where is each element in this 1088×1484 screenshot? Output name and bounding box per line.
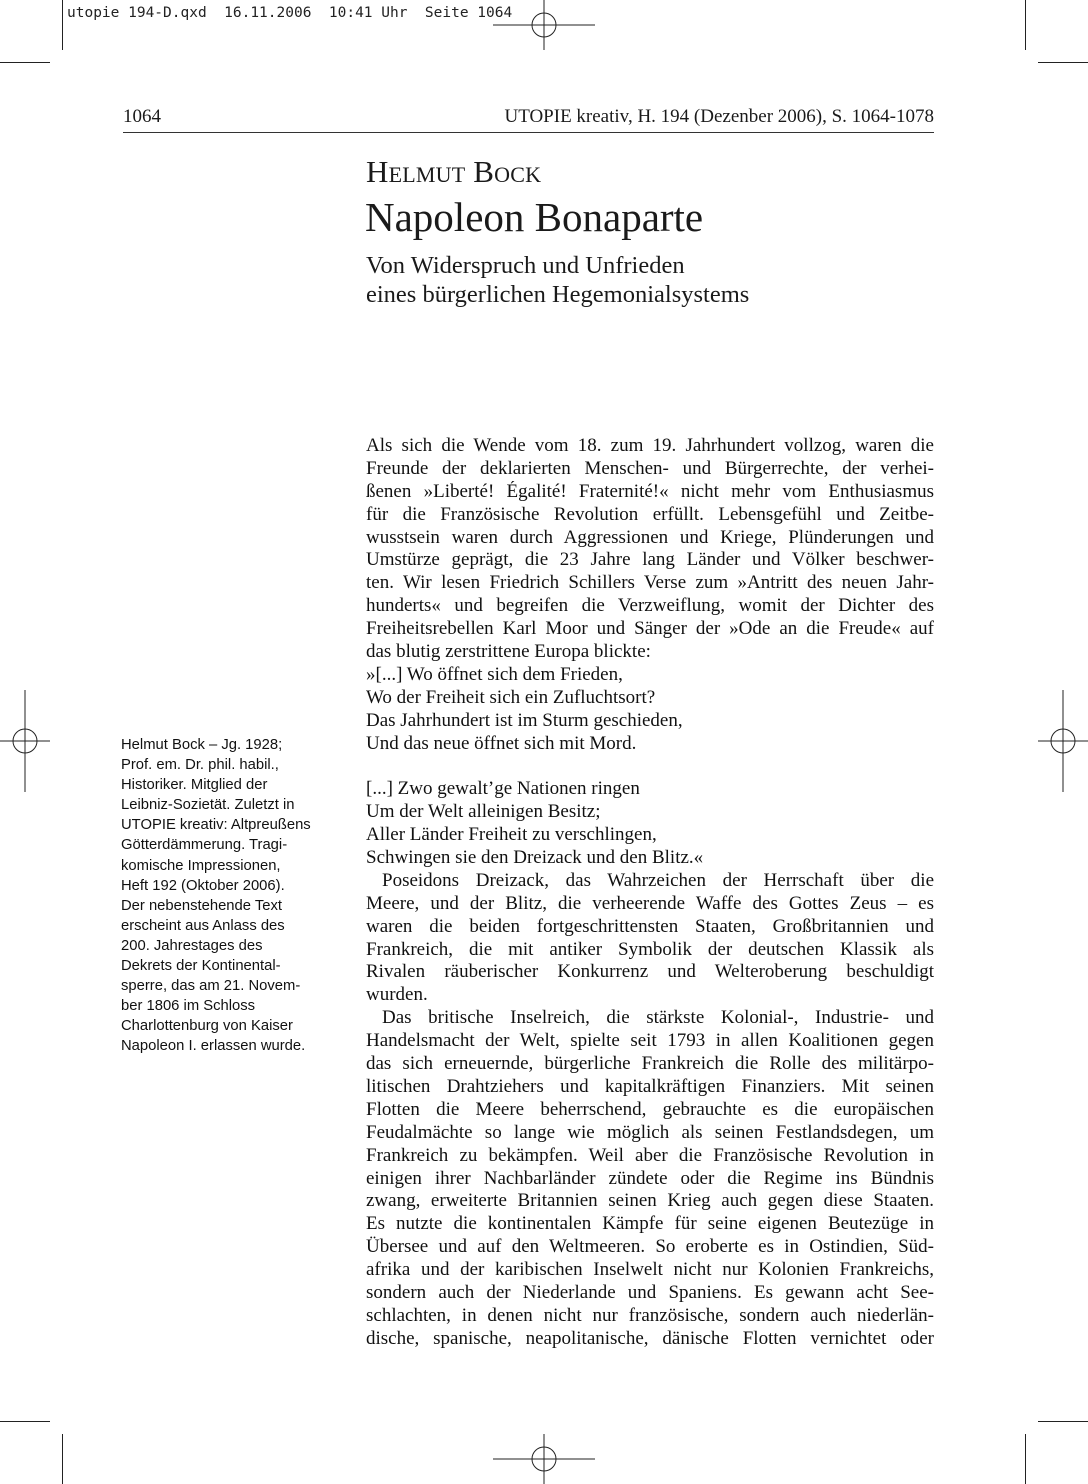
crop-mark [62,0,63,50]
text-line: Das britische Inselreich, die stärkste Kolonial-, Industrie- und [382,1007,934,1029]
text-line: hunderts« und begreifen die Verzweiflung, womit der Dichter des [366,595,934,617]
paragraph-poseidon [366,870,934,1007]
text-line: ßenen »Liberté! Égalité! Fraternité!« nicht mehr vom Enthusiasmus [366,480,934,502]
subtitle-line: eines bürgerlichen Hegemonialsystems [366,281,750,308]
poem-line: »[...] Wo öffnet sich dem Frieden, [366,663,623,685]
sidenote-line: Dekrets der Kontinental- [121,958,281,975]
journal-citation: UTOPIE kreativ, H. 194 (Dezenber 2006), S. 1064-1078 [504,106,934,127]
text-line: afrika und der karibischen Inselwelt nicht nur Kolonien Frankreichs, [366,1259,934,1281]
stanza-gap [366,755,934,778]
poem-line: Das Jahrhundert ist im Sturm geschieden, [366,709,683,731]
crop-mark [1038,1421,1088,1422]
text-line: Umstürze geprägt, die 23 Jahre lang Länder und Völker beschwer- [366,549,934,571]
sidenote-line: 200. Jahrestages des [121,937,263,954]
text-line: waren die beiden fortgeschrittensten Staaten, Großbritannien und [366,915,934,937]
text-line: einigen ihrer Nachbarländer zündete oder die Regime ins Bündnis [366,1167,934,1189]
poem-line: Aller Länder Freiheit zu verschlingen, [366,824,657,846]
sidenote-line: UTOPIE kreativ: Altpreußens [121,817,311,834]
paragraph-intro [366,435,934,664]
print-slug: utopie 194-D.qxd 16.11.2006 10:41 Uhr Seite 1064 [67,5,513,21]
poem-line: [...] Zwo gewalt’ge Nationen ringen [366,778,640,800]
sidenote-line: Leibniz-Sozietät. Zuletzt in [121,797,295,814]
sidenote-line: Prof. em. Dr. phil. habil., [121,757,279,774]
crop-mark [62,1434,63,1484]
poem-line: Und das neue öffnet sich mit Mord. [366,732,637,754]
registration-mark-right [1038,690,1088,792]
text-line: zwang, erweiterte Britannien seinen Krieg auch gegen diese Staaten. [366,1190,934,1212]
text-line: Freiheitsrebellen Karl Moor und Sänger der »Ode an die Freude« auf [366,618,934,640]
text-line: wusstsein waren durch Aggressionen und Kriege, Plünderungen und [366,526,934,548]
article-title: Napoleon Bonaparte [365,194,704,240]
sidenote-line: sperre, das am 21. Novem- [121,978,301,995]
poem-quote [366,664,934,870]
text-line: ten. Wir lesen Friedrich Schillers Verse zum »Antritt des neuen Jahr- [366,572,934,594]
text-line: Poseidons Dreizack, das Wahrzeichen der Herrschaft über die [382,869,934,891]
text-line: Flotten die Meere beherrschend, gebrauchte es die europäischen [366,1098,934,1120]
text-line: Rivalen räuberischer Konkurrenz und Welteroberung beschuldigt [366,961,934,983]
paragraph-britain [366,1007,934,1350]
poem-line: Schwingen sie den Dreizack und den Blitz.« [366,847,704,869]
author-sidenote [121,735,346,1057]
registration-mark-left [0,690,50,792]
article-author: Helmut Bock [366,154,542,189]
sidenote-line: komische Impressionen, [121,857,281,874]
text-line: das sich erneuernde, bürgerliche Frankreich die Rolle des militärpo- [366,1053,934,1075]
sidenote-line: Helmut Bock – Jg. 1928; [121,737,283,753]
text-line: Handelsmacht der Welt, spielte seit 1793 in allen Koalitionen gegen [366,1030,934,1052]
text-line: wurden. [366,984,428,1006]
page-number: 1064 [123,106,161,127]
registration-mark-top [493,0,595,50]
crop-mark [0,62,50,63]
crop-mark [1025,1434,1026,1484]
running-head [123,106,934,133]
text-line: schlachten, in denen nicht nur französische, sondern auch niederlän- [366,1304,934,1326]
text-line: Übersee und auf den Weltmeeren. So eroberte es in Ostindien, Süd- [366,1236,934,1258]
poem-line: Wo der Freiheit sich ein Zufluchtsort? [366,686,656,708]
text-line: Meere, und der Blitz, die verheerende Waffe des Gottes Zeus – es [366,892,934,914]
sidenote-line: erscheint aus Anlass des [121,917,285,934]
text-line: Frankreich, die mit antiker Symbolik der deutschen Klassik als [366,938,934,960]
article-subtitle [366,251,749,309]
article-body [366,435,934,1351]
sidenote-line: Charlottenburg von Kaiser [121,1018,293,1035]
text-line: dische, spanische, neapolitanische, dänische Flotten vernichtet oder [366,1327,934,1349]
sidenote-line: Historiker. Mitglied der [121,777,268,794]
text-line: litischen Drahtziehers und kapitalkräftigen Finanziers. Mit seinen [366,1075,934,1097]
sidenote-line: Napoleon I. erlassen wurde. [121,1038,306,1055]
text-line: Als sich die Wende vom 18. zum 19. Jahrhundert vollzog, waren die [366,435,934,456]
poem-line: Um der Welt alleinigen Besitz; [366,801,601,823]
crop-mark [1025,0,1026,50]
subtitle-line: Von Widerspruch und Unfrieden [366,252,685,279]
sidenote-line: Der nebenstehende Text [121,897,282,914]
text-line: sondern auch der Niederlande und Spaniens. Es gewann acht See- [366,1281,934,1303]
text-line: das blutig zerstrittene Europa blickte: [366,641,651,663]
text-line: für die Französische Revolution erfüllt. Lebensgefühl und Zeitbe- [366,503,934,525]
text-line: Freunde der deklarierten Menschen- und Bürgerrechte, der verhei- [366,457,934,479]
sidenote-line: Götterdämmerung. Tragi- [121,837,288,854]
crop-mark [1038,62,1088,63]
crop-mark [0,1421,50,1422]
text-line: Frankreich zu bekämpfen. Weil aber die Französische Revolution in [366,1144,934,1166]
registration-mark-bottom [493,1434,595,1484]
text-line: Feudalmächte so lange wie möglich als seinen Festlandsdegen, um [366,1121,934,1143]
sidenote-line: Heft 192 (Oktober 2006). [121,877,285,894]
sidenote-line: ber 1806 im Schloss [121,998,256,1015]
text-line: Es nutzte die kontinentalen Kämpfe für seine eigenen Beutezüge in [366,1213,934,1235]
